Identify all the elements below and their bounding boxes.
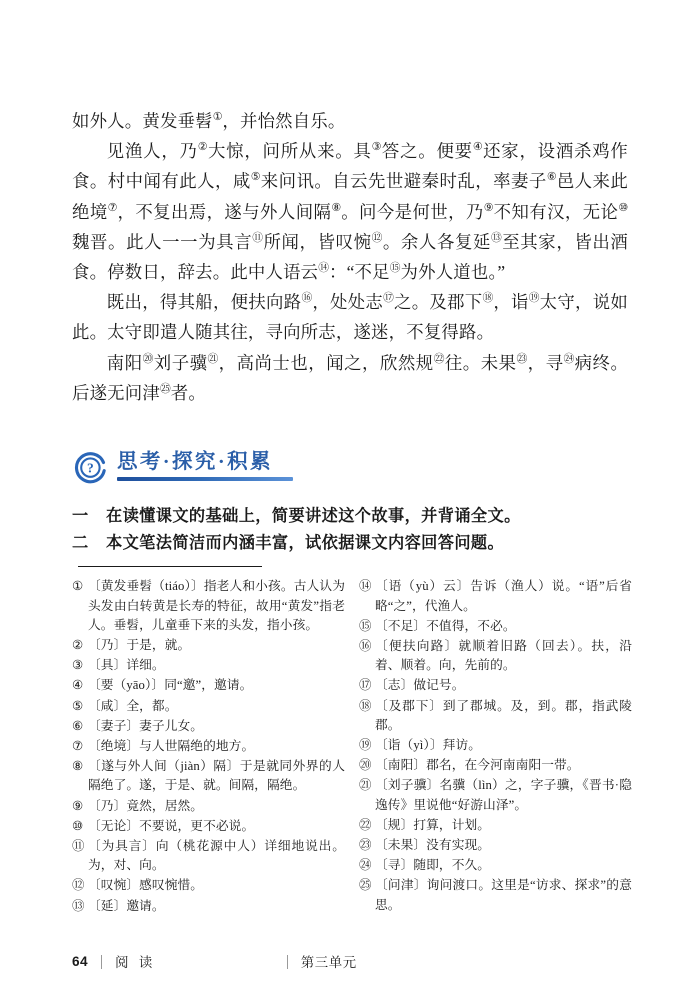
footnote-item <box>359 856 632 876</box>
footnote-ref-marker: ㉕ <box>159 383 171 396</box>
footnote-item <box>72 897 345 917</box>
footnote-text: 〔乃〕于是，就。 <box>88 638 191 653</box>
footnote-marker: ⑳ <box>359 758 372 773</box>
footnote-marker: ⑫ <box>72 878 85 893</box>
footnote-marker: ㉒ <box>359 818 372 833</box>
footnote-ref-marker: ⑲ <box>528 292 540 305</box>
footnote-text: 〔乃〕竟然，居然。 <box>88 798 204 813</box>
footnote-marker: ⑬ <box>72 898 85 913</box>
footnote-ref-marker: ④ <box>472 141 484 154</box>
footnote-item <box>359 776 632 815</box>
footnote-item <box>359 876 632 915</box>
footnote-ref-marker: ② <box>197 141 208 154</box>
footnote-item <box>359 736 632 756</box>
footnote-ref-marker: ⑭ <box>318 262 330 275</box>
footnote-marker: ⑰ <box>359 678 372 693</box>
footnote-text: 〔语（yù）云〕告诉（渔人）说。“语”后省略“之”，代渔人。 <box>375 579 632 613</box>
footnote-text: 〔叹惋〕感叹惋惜。 <box>88 878 204 893</box>
exercise-item <box>72 530 628 557</box>
footnote-marker: ㉔ <box>359 858 372 873</box>
footnote-separator-rule <box>78 566 262 567</box>
exercise-item <box>72 503 628 530</box>
footnote-text: 〔未果〕没有实现。 <box>375 838 491 853</box>
exercise-number: 一 <box>72 507 89 525</box>
footnote-ref-marker: ⑨ <box>483 201 494 214</box>
exercise-text: 本文笔法简洁而内涵丰富，试依据课文内容回答问题。 <box>106 534 505 552</box>
lesson-body-text <box>72 106 628 408</box>
footnote-text: 〔黄发垂髫（tiáo）〕指老人和小孩。古人认为头发由白转黄是长寿的特征，故用“黄发”指老人。垂髫，儿童垂下来的头发，指小孩。 <box>88 579 345 633</box>
section-heading <box>72 448 628 492</box>
footnote-ref-marker: ㉔ <box>563 352 575 365</box>
footnote-marker: ⑮ <box>359 618 372 633</box>
footnote-marker: ⑨ <box>72 798 84 813</box>
footnote-item <box>72 697 345 717</box>
footnote-area <box>72 577 632 917</box>
footnote-ref-marker: ⑦ <box>107 201 118 214</box>
footnote-text: 〔绝境〕与人世隔绝的地方。 <box>88 738 255 753</box>
footnote-item <box>72 817 345 837</box>
body-paragraph: 南阳⑳刘子骥$^㉑$，高尚士也，闻之，欣然规$^㉒$往。未果$^㉓$，寻$^㉔$病终。后遂无问津$^㉕$者。 <box>72 352 629 403</box>
footnote-ref-marker: ⑪ <box>252 232 264 245</box>
footnote-text: 〔诣（yì）〕拜访。 <box>375 738 482 753</box>
footnote-text: 〔遂与外人间（jiàn）隔〕于是就同外界的人隔绝了。遂，于是、就。间隔，隔绝。 <box>88 758 345 793</box>
footnote-text: 〔为具言〕向（桃花源中人）详细地说出。为，对、向。 <box>88 838 345 873</box>
footnote-item <box>72 676 345 696</box>
footnote-marker: ㉑ <box>359 778 372 793</box>
footnote-text: 〔及郡下〕到了郡城。及，到。郡，指武陵郡。 <box>375 698 632 733</box>
section-title: 思考·探究·积累 <box>117 451 273 473</box>
footnote-item <box>359 577 632 616</box>
footnote-text: 〔不足〕不值得，不必。 <box>375 618 516 633</box>
footnote-marker: ⑩ <box>72 818 84 833</box>
footnote-item <box>72 876 345 896</box>
footnote-marker: ⑤ <box>72 698 84 713</box>
footnote-ref-marker: ㉓ <box>516 352 528 365</box>
footnote-item <box>359 637 632 676</box>
footnote-text: 〔便扶向路〕就顺着旧路（回去）。扶，沿着、顺着。向，先前的。 <box>375 638 632 673</box>
exercise-list <box>72 503 628 557</box>
footnote-item <box>72 577 345 636</box>
footnote-ref-marker: ⑤ <box>250 171 261 184</box>
footnote-item <box>359 697 632 736</box>
footnote-ref-marker: ⑫ <box>371 232 383 245</box>
footnote-item <box>72 717 345 737</box>
footnote-marker: ⑲ <box>359 738 372 753</box>
body-paragraph: 既出，得其船，便扶向路⑯，处处志⑰之。及郡下⑱，诣⑲太守，说如此。太守即遣人随其往，寻向所志，遂迷，不复得路。 <box>72 292 629 343</box>
footnote-item <box>359 836 632 856</box>
footnote-text: 〔咸〕全，都。 <box>88 698 178 713</box>
footnote-marker: ⑯ <box>359 638 372 653</box>
footer-unit-label: 第三单元 <box>300 955 357 970</box>
footnote-marker: ⑦ <box>72 738 84 753</box>
footnote-item <box>72 797 345 817</box>
footer-divider <box>101 955 102 969</box>
footnote-ref-marker: ㉑ <box>207 352 219 365</box>
page-footer <box>72 952 628 971</box>
footnote-item <box>359 676 632 696</box>
footnote-ref-marker: ⑥ <box>546 171 557 184</box>
footnote-text: 〔刘子骥〕名骥（lìn）之，字子骥，《晋书·隐逸传》里说他“好游山泽”。 <box>375 778 632 813</box>
footnote-item <box>359 816 632 836</box>
footnote-marker: ③ <box>72 658 84 673</box>
footer-page-number: 64 <box>72 954 89 969</box>
footnote-marker: ⑱ <box>359 698 372 713</box>
footnote-item <box>359 756 632 776</box>
footnote-item <box>72 757 345 796</box>
footnote-text: 〔问津〕询问渡口。这里是“访求、探求”的意思。 <box>375 878 632 912</box>
footnote-text: 〔妻子〕妻子儿女。 <box>88 718 204 733</box>
footnote-text: 〔无论〕不要说，更不必说。 <box>88 818 255 833</box>
footnote-marker: ① <box>72 579 84 593</box>
footnote-ref-marker: ⑧ <box>331 201 342 214</box>
footnote-text: 〔志〕做记号。 <box>375 678 465 693</box>
footnote-marker: ② <box>72 638 84 653</box>
footnote-text: 〔规〕打算，计划。 <box>375 818 491 833</box>
footnote-marker: ⑪ <box>72 838 85 853</box>
footnote-item <box>359 617 632 637</box>
footnote-marker: ㉓ <box>359 838 372 853</box>
footnote-column-left <box>72 577 345 917</box>
question-mark-circle-icon <box>74 450 108 484</box>
footnote-ref-marker: ⑱ <box>482 292 494 305</box>
footnote-marker: ④ <box>72 678 84 693</box>
footnote-marker: ⑥ <box>72 718 84 733</box>
footnote-ref-marker: ⑰ <box>383 292 394 305</box>
exercise-text: 在读懂课文的基础上，简要讲述这个故事，并背诵全文。 <box>106 507 521 525</box>
footnote-ref-marker: ⑩ <box>618 201 629 214</box>
footer-divider <box>287 955 288 969</box>
footnote-item <box>72 656 345 676</box>
exercise-number: 二 <box>72 534 89 552</box>
section-title-wrap <box>117 448 293 481</box>
footnote-ref-marker: ③ <box>371 141 382 154</box>
footnote-text: 〔南阳〕郡名，在今河南南阳一带。 <box>375 758 580 773</box>
footnote-ref-marker: ⑳ <box>142 352 154 365</box>
section-underline-rule <box>117 477 293 481</box>
footnote-ref-marker: ① <box>212 111 223 124</box>
footnote-ref-marker: ⑯ <box>301 292 313 305</box>
footnote-marker: ⑧ <box>72 758 84 773</box>
footnote-text: 〔要（yāo）〕同“邀”，邀请。 <box>88 678 253 693</box>
body-paragraph: 见渔人，乃②大惊，问所从来。具③答之。便要④还家，设酒杀鸡作食。村中闻有此人，咸⑤来问讯。自云先世避秦时乱，率妻子⑥邑人来此绝境⑦，不复出焉，遂与外人间隔⑧。问今是何世，乃⑨不知有汉，无论⑩魏晋。此人一一为具言⑪所闻，皆叹惋⑫。余人各复延⑬至其家，皆出酒食。停数日，辞去。此中人语云⑭：“不足⑮为外人道也。” <box>72 141 629 283</box>
footnote-ref-marker: ⑬ <box>491 232 503 245</box>
footnote-item <box>72 737 345 757</box>
footnote-item <box>72 837 345 876</box>
footnote-text: 〔具〕详细。 <box>88 658 165 673</box>
body-paragraph: 如外人。黄发垂髫①，并怡然自乐。 <box>72 111 346 131</box>
footer-section-label: 阅 读 <box>115 955 156 970</box>
footnote-text: 〔寻〕随即，不久。 <box>375 858 491 873</box>
footnote-item <box>72 636 345 656</box>
footnote-ref-marker: ㉒ <box>433 352 445 365</box>
footnote-ref-marker: ⑮ <box>389 262 401 275</box>
svg-text:?: ? <box>87 460 94 476</box>
footnote-column-right <box>359 577 632 917</box>
footnote-text: 〔延〕邀请。 <box>88 898 165 913</box>
footnote-marker: ㉕ <box>359 878 372 893</box>
footnote-marker: ⑭ <box>359 579 372 593</box>
